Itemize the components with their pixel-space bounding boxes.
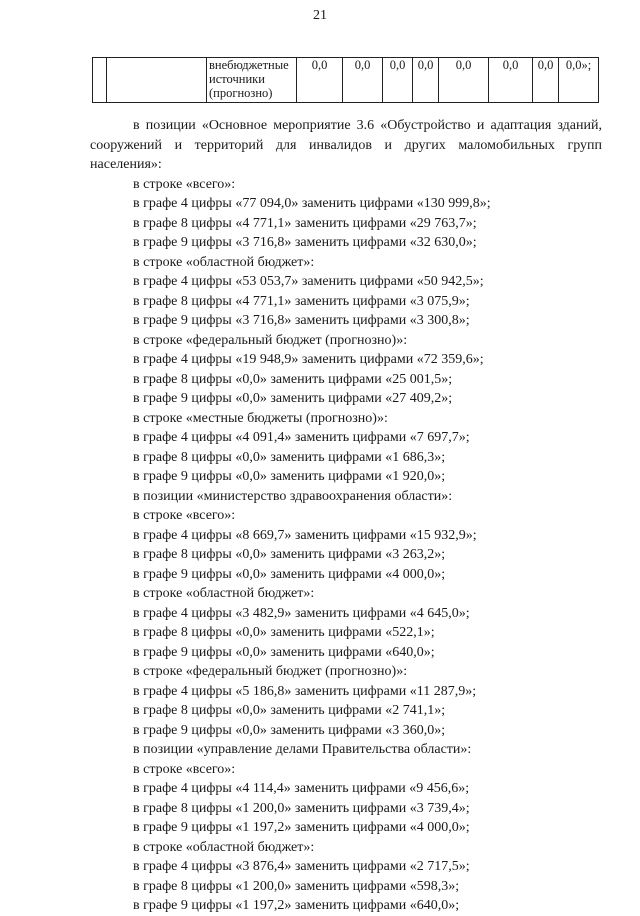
- table-cell: [93, 58, 107, 103]
- amendment-line: в строке «федеральный бюджет (прогнозно)»:: [133, 664, 408, 679]
- amendment-line: в графе 9 цифры «3 716,8» заменить цифрами «32 630,0»;: [133, 235, 477, 250]
- amendment-line: в графе 9 цифры «0,0» заменить цифрами «3 360,0»;: [133, 722, 446, 738]
- page-number: 21: [313, 8, 327, 23]
- amendment-line: в позиции «управление делами Правительства области»:: [133, 742, 472, 757]
- amendment-line: в графе 9 цифры «0,0» заменить цифрами «4 000,0»;: [133, 566, 446, 582]
- amendment-line: в графе 4 цифры «3 876,4» заменить цифрами «2 717,5»;: [133, 859, 470, 874]
- table-cell: [107, 58, 207, 103]
- amendment-line: в строке «областной бюджет»:: [133, 254, 315, 270]
- intro-paragraph: в позиции «Основное мероприятие 3.6 «Обустройство и адаптация зданий, сооружений и территорий для инвалидов и других маломобильных групп населения»:: [90, 118, 602, 172]
- amendment-line: в строке «всего»:: [133, 176, 236, 192]
- table-cell-value: 0,0: [439, 58, 489, 103]
- table-cell-value: 0,0: [343, 58, 383, 103]
- amendment-line: в строке «всего»:: [133, 761, 236, 777]
- amendment-line: в графе 8 цифры «4 771,1» заменить цифрами «29 763,7»;: [133, 215, 477, 231]
- amendment-line: в графе 4 цифры «8 669,7» заменить цифрами «15 932,9»;: [133, 527, 477, 543]
- amendment-line: в графе 4 цифры «3 482,9» заменить цифрами «4 645,0»;: [133, 605, 470, 621]
- amendment-line: в графе 4 цифры «19 948,9» заменить цифрами «72 359,6»;: [133, 352, 484, 367]
- amendment-list: [90, 175, 602, 916]
- table-cell-source: внебюджетные источники (прогнозно): [207, 58, 297, 103]
- amendment-line: в графе 4 цифры «77 094,0» заменить цифрами «130 999,8»;: [133, 196, 491, 211]
- amendment-line: в графе 8 цифры «0,0» заменить цифрами «522,1»;: [133, 625, 435, 640]
- amendment-line: в строке «федеральный бюджет (прогнозно)»:: [133, 332, 408, 348]
- amendment-line: в графе 9 цифры «0,0» заменить цифрами «1 920,0»;: [133, 469, 446, 484]
- amendment-line: в строке «всего»:: [133, 508, 236, 523]
- amendment-line: в графе 8 цифры «4 771,1» заменить цифрами «3 075,9»;: [133, 293, 470, 309]
- amendment-line: в графе 8 цифры «0,0» заменить цифрами «2 741,1»;: [133, 703, 446, 718]
- amendment-line: в графе 9 цифры «0,0» заменить цифрами «640,0»;: [133, 644, 435, 660]
- document-body: [90, 116, 602, 916]
- amendment-line: в позиции «министерство здравоохранения области»:: [133, 488, 453, 504]
- amendment-line: в графе 8 цифры «1 200,0» заменить цифрами «598,3»;: [133, 878, 460, 894]
- amendment-line: в графе 8 цифры «1 200,0» заменить цифрами «3 739,4»;: [133, 800, 470, 816]
- amendment-line: в графе 4 цифры «5 186,8» заменить цифрами «11 287,9»;: [133, 683, 477, 699]
- table-cell-value: 0,0: [383, 58, 413, 103]
- table-cell-value: 0,0: [533, 58, 559, 103]
- table-cell-value: 0,0: [297, 58, 343, 103]
- amendment-line: в графе 4 цифры «4 114,4» заменить цифрами «9 456,6»;: [133, 781, 470, 796]
- table-cell-value: 0,0»;: [559, 58, 599, 103]
- amendment-line: в графе 9 цифры «0,0» заменить цифрами «27 409,2»;: [133, 391, 453, 406]
- amendment-line: в графе 9 цифры «3 716,8» заменить цифрами «3 300,8»;: [133, 313, 470, 328]
- amendment-line: в графе 4 цифры «4 091,4» заменить цифрами «7 697,7»;: [133, 430, 470, 445]
- budget-table-fragment: [92, 57, 599, 103]
- amendment-line: в графе 4 цифры «53 053,7» заменить цифрами «50 942,5»;: [133, 274, 484, 289]
- amendment-line: в строке «местные бюджеты (прогнозно)»:: [133, 410, 388, 426]
- table-cell-value: 0,0: [489, 58, 533, 103]
- amendment-line: в графе 9 цифры «1 197,2» заменить цифрами «4 000,0»;: [133, 820, 470, 835]
- amendment-line: в графе 9 цифры «1 197,2» заменить цифрами «640,0»;: [133, 898, 460, 913]
- amendment-line: в строке «областной бюджет»:: [133, 586, 315, 601]
- amendment-line: в графе 8 цифры «0,0» заменить цифрами «25 001,5»;: [133, 371, 453, 387]
- table-cell-value: 0,0: [413, 58, 439, 103]
- amendment-line: в строке «областной бюджет»:: [133, 839, 315, 855]
- amendment-line: в графе 8 цифры «0,0» заменить цифрами «1 686,3»;: [133, 449, 446, 465]
- table-row: [93, 58, 599, 103]
- amendment-line: в графе 8 цифры «0,0» заменить цифрами «3 263,2»;: [133, 547, 446, 562]
